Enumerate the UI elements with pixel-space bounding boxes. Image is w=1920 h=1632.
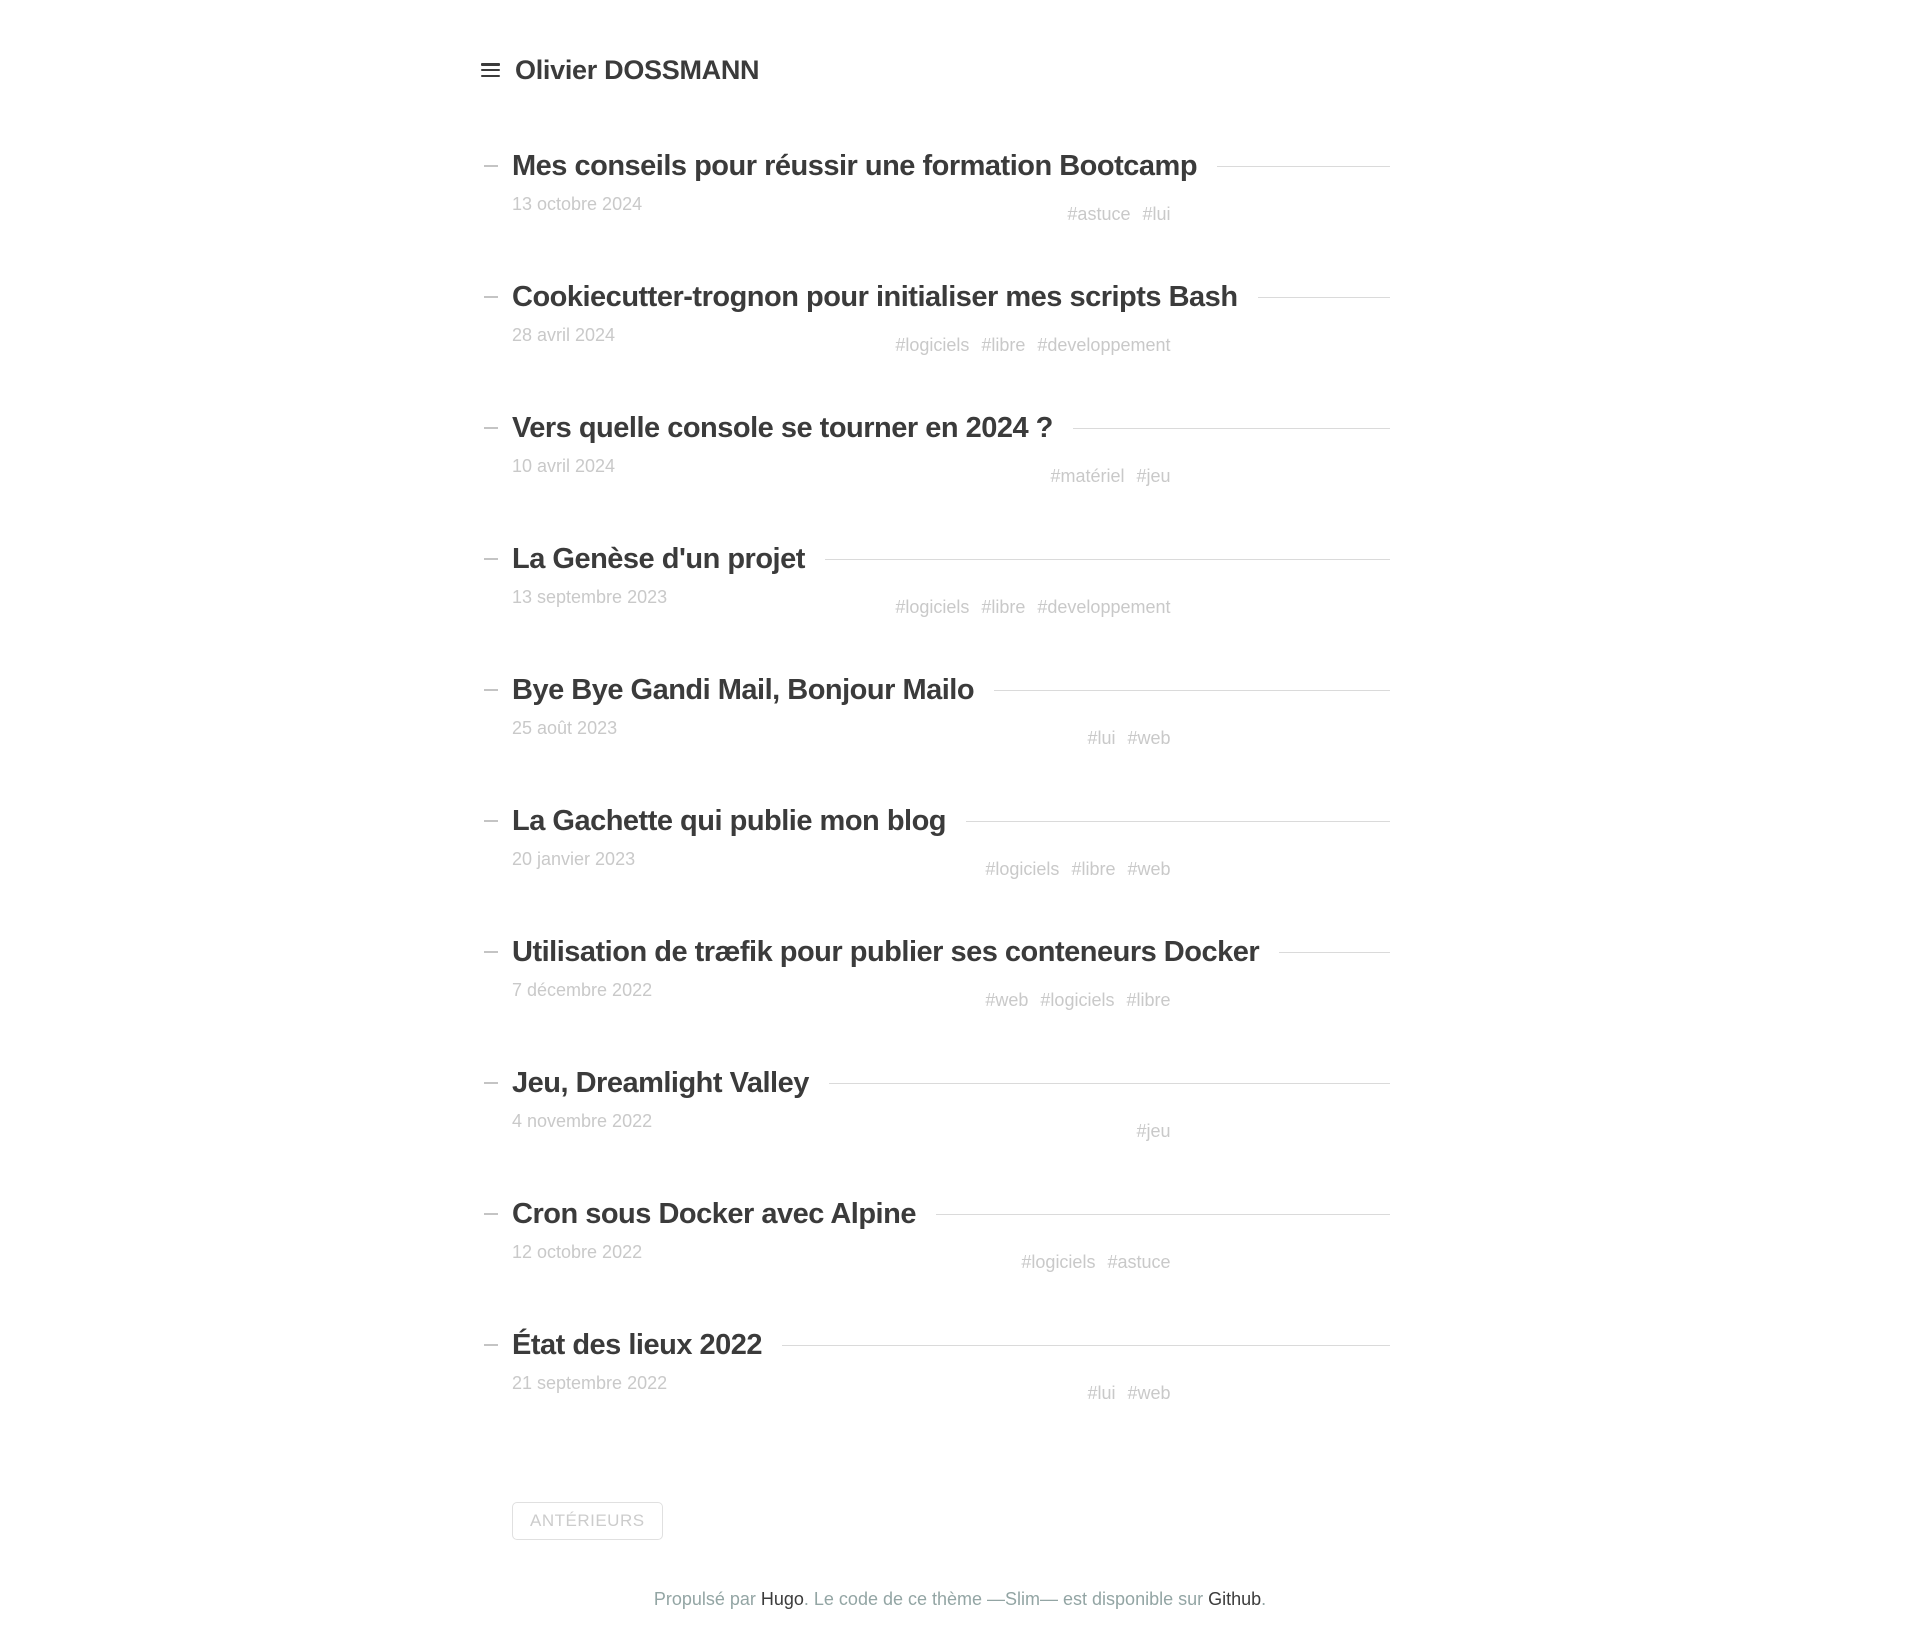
post-tag-link[interactable]: #libre — [1126, 990, 1171, 1010]
post-item — [512, 1194, 1390, 1270]
post-date: 20 janvier 2023 — [512, 849, 636, 869]
post-tag-link[interactable]: #libre — [981, 335, 1026, 355]
post-item — [512, 408, 1390, 484]
menu-toggle-button[interactable] — [481, 63, 500, 77]
post-title-link[interactable]: Jeu, Dreamlight Valley — [512, 1067, 809, 1099]
post-tags — [512, 466, 1171, 487]
post-title-link[interactable]: Utilisation de træfik pour publier ses conteneurs Docker — [512, 936, 1260, 968]
post-tag-link[interactable]: #lui — [1142, 204, 1171, 224]
title-left-rule — [484, 558, 498, 560]
post-tag-link[interactable]: #lui — [1087, 1383, 1116, 1403]
title-left-rule — [484, 165, 498, 167]
post-date: 10 avril 2024 — [512, 456, 616, 476]
post-item — [512, 277, 1390, 353]
post-tag-link[interactable]: #logiciels — [1021, 1252, 1096, 1272]
title-left-rule — [484, 296, 498, 298]
title-right-rule — [966, 821, 1390, 822]
post-meta — [512, 1242, 1390, 1270]
post-tag-link[interactable]: #jeu — [1136, 1121, 1171, 1141]
title-left-rule — [484, 689, 498, 691]
post-meta — [512, 718, 1390, 746]
post-meta — [512, 325, 1390, 353]
post-title-row — [484, 1063, 1390, 1103]
title-left-rule — [484, 1213, 498, 1215]
title-left-rule — [484, 951, 498, 953]
post-meta — [512, 456, 1390, 484]
post-tags — [512, 597, 1171, 618]
pagination — [512, 1502, 1390, 1540]
post-item — [512, 932, 1390, 1008]
post-tags — [512, 859, 1171, 880]
footer — [0, 1586, 1920, 1612]
post-item — [512, 1325, 1390, 1401]
post-tag-link[interactable]: #astuce — [1107, 1252, 1171, 1272]
post-tag-link[interactable]: #jeu — [1136, 466, 1171, 486]
post-title-link[interactable]: Cron sous Docker avec Alpine — [512, 1198, 916, 1230]
post-tag-link[interactable]: #logiciels — [895, 597, 970, 617]
post-item — [512, 146, 1390, 222]
title-left-rule — [484, 1344, 498, 1346]
post-meta — [512, 980, 1390, 1008]
footer-text: . — [1261, 1589, 1267, 1609]
post-title-link[interactable]: Bye Bye Gandi Mail, Bonjour Mailo — [512, 674, 975, 706]
post-date: 25 août 2023 — [512, 718, 618, 738]
post-tag-link[interactable]: #libre — [1071, 859, 1116, 879]
post-tag-link[interactable]: #astuce — [1067, 204, 1131, 224]
post-tags — [512, 1383, 1171, 1404]
post-tag-link[interactable]: #web — [985, 990, 1029, 1010]
post-tags — [512, 1252, 1171, 1273]
title-right-rule — [1279, 952, 1390, 953]
post-tags — [512, 335, 1171, 356]
older-posts-button[interactable]: ANTÉRIEURS — [512, 1502, 663, 1540]
content-column — [512, 53, 1390, 1540]
post-tags — [512, 990, 1171, 1011]
title-right-rule — [1073, 428, 1390, 429]
post-tag-link[interactable]: #logiciels — [1040, 990, 1115, 1010]
title-left-rule — [484, 1082, 498, 1084]
post-item — [512, 670, 1390, 746]
post-title-row — [484, 932, 1390, 972]
post-date: 4 novembre 2022 — [512, 1111, 653, 1131]
post-meta — [512, 587, 1390, 615]
post-title-link[interactable]: Vers quelle console se tourner en 2024 ? — [512, 412, 1053, 444]
post-tags — [512, 728, 1171, 749]
post-item — [512, 801, 1390, 877]
post-tag-link[interactable]: #lui — [1087, 728, 1116, 748]
title-right-rule — [936, 1214, 1390, 1215]
post-date: 21 septembre 2022 — [512, 1373, 668, 1393]
post-title-link[interactable]: Cookiecutter-trognon pour initialiser mes scripts Bash — [512, 281, 1238, 313]
site-header — [481, 53, 1390, 87]
post-title-row — [484, 539, 1390, 579]
post-title-row — [484, 1194, 1390, 1234]
post-tag-link[interactable]: #matériel — [1050, 466, 1125, 486]
title-right-rule — [1258, 297, 1390, 298]
post-list — [512, 146, 1390, 1401]
post-meta — [512, 194, 1390, 222]
post-meta — [512, 849, 1390, 877]
post-title-row — [484, 1325, 1390, 1365]
post-tag-link[interactable]: #web — [1127, 859, 1171, 879]
site-title-link[interactable]: Olivier DOSSMANN — [515, 54, 760, 85]
post-title-link[interactable]: La Gachette qui publie mon blog — [512, 805, 947, 837]
title-right-rule — [829, 1083, 1390, 1084]
post-tag-link[interactable]: #web — [1127, 1383, 1171, 1403]
post-title-link[interactable]: Mes conseils pour réussir une formation Bootcamp — [512, 150, 1198, 182]
title-left-rule — [484, 820, 498, 822]
footer-text: Propulsé par — [653, 1589, 761, 1609]
title-right-rule — [782, 1345, 1390, 1346]
post-tag-link[interactable]: #web — [1127, 728, 1171, 748]
post-title-row — [484, 801, 1390, 841]
title-right-rule — [1217, 166, 1390, 167]
post-title-link[interactable]: La Genèse d'un projet — [512, 543, 805, 575]
post-title-row — [484, 146, 1390, 186]
footer-link[interactable]: Hugo — [760, 1589, 804, 1609]
post-item — [512, 1063, 1390, 1139]
hamburger-menu-icon — [481, 63, 500, 77]
post-tag-link[interactable]: #logiciels — [985, 859, 1060, 879]
post-item — [512, 539, 1390, 615]
post-date: 28 avril 2024 — [512, 325, 616, 345]
post-date: 13 octobre 2024 — [512, 194, 643, 214]
post-title-row — [484, 408, 1390, 448]
post-tag-link[interactable]: #developpement — [1037, 597, 1171, 617]
footer-text: . Le code de ce thème —Slim— est disponible sur — [803, 1589, 1209, 1609]
post-tag-link[interactable]: #libre — [981, 597, 1026, 617]
post-tag-link[interactable]: #logiciels — [895, 335, 970, 355]
post-date: 12 octobre 2022 — [512, 1242, 643, 1262]
title-right-rule — [825, 559, 1390, 560]
post-meta — [512, 1373, 1390, 1401]
post-tag-link[interactable]: #developpement — [1037, 335, 1171, 355]
post-date: 13 septembre 2023 — [512, 587, 668, 607]
post-title-row — [484, 670, 1390, 710]
post-title-link[interactable]: État des lieux 2022 — [512, 1329, 763, 1361]
post-tags — [512, 1121, 1171, 1142]
footer-link[interactable]: Github — [1208, 1589, 1262, 1609]
post-date: 7 décembre 2022 — [512, 980, 653, 1000]
post-meta — [512, 1111, 1390, 1139]
post-title-row — [484, 277, 1390, 317]
title-left-rule — [484, 427, 498, 429]
title-right-rule — [994, 690, 1390, 691]
post-tags — [512, 204, 1171, 225]
